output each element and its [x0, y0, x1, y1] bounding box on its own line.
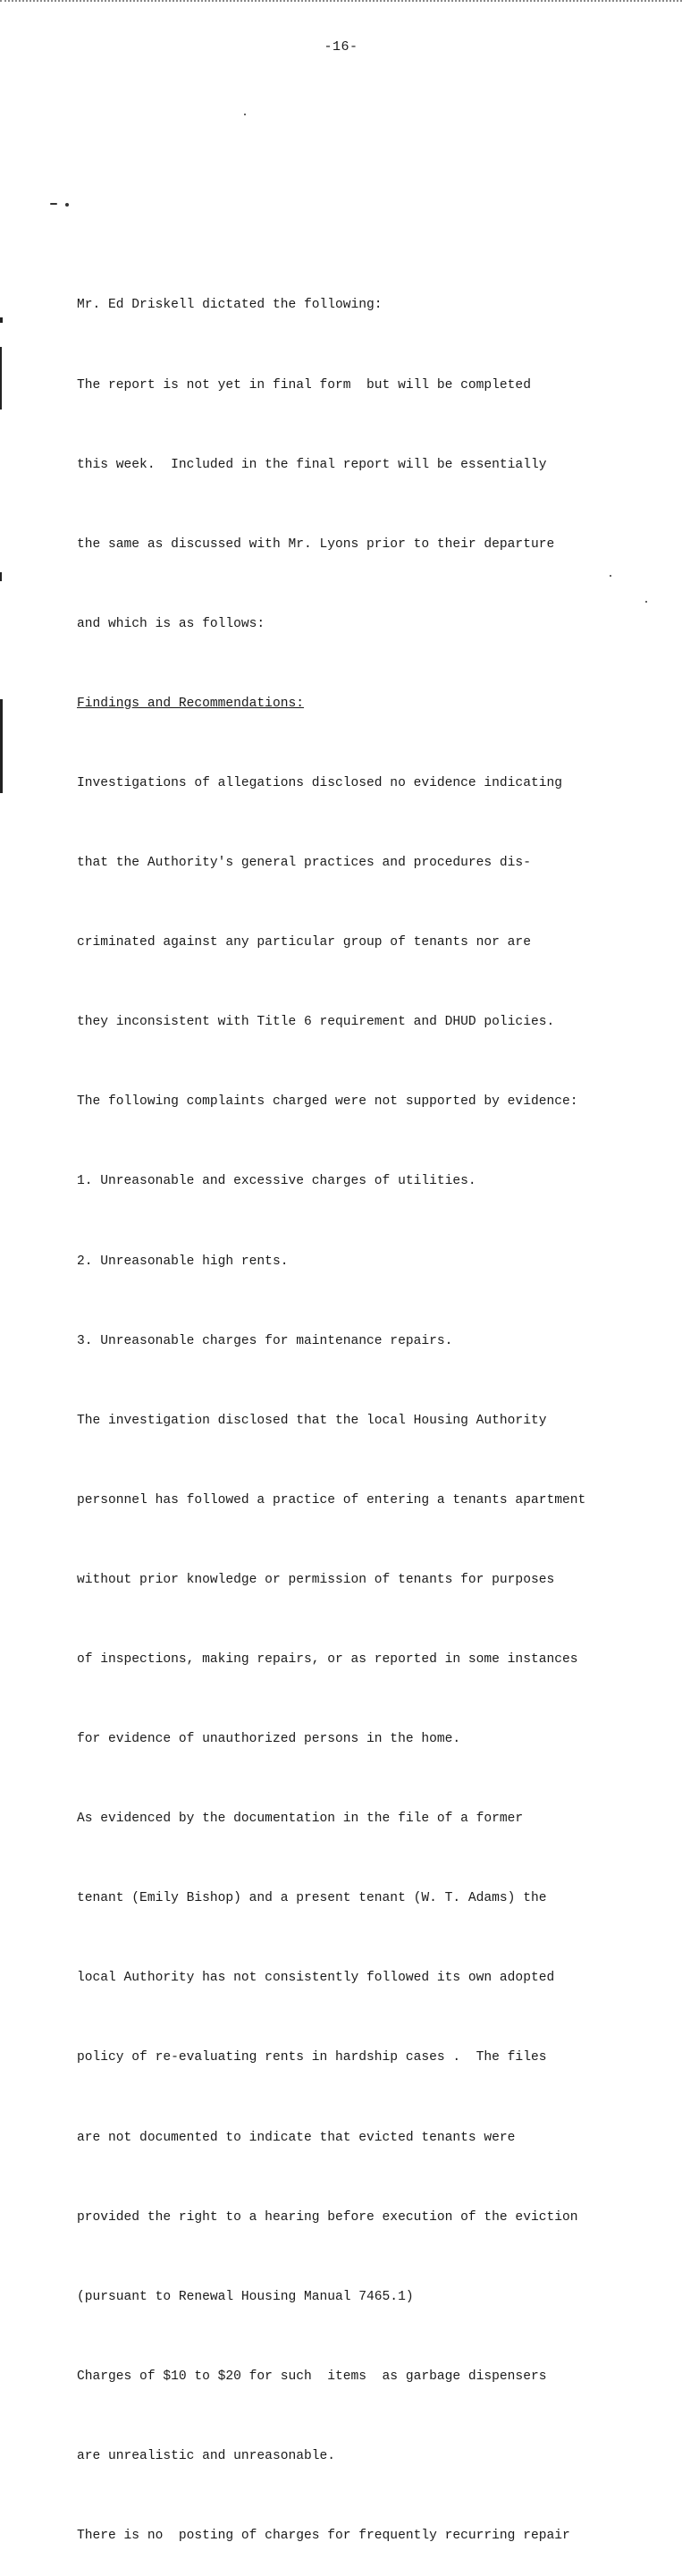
text-line: the same as discussed with Mr. Lyons prior to their departure	[77, 536, 555, 552]
text-line: for evidence of unauthorized persons in the home.	[77, 1732, 461, 1747]
scan-margin-mark	[0, 347, 2, 410]
scan-speck	[244, 114, 246, 115]
text-line: The following complaints charged were not supported by evidence:	[77, 1094, 578, 1110]
scan-speck	[50, 203, 57, 205]
text-line: policy of re-evaluating rents in hardship cases . The files	[77, 2050, 547, 2065]
text-line: As evidenced by the documentation in the file of a former	[77, 1812, 524, 1827]
text-line: The investigation disclosed that the local Housing Authority	[77, 1413, 547, 1428]
text-line: Investigations of allegations disclosed no evidence indicating	[77, 775, 562, 790]
scan-margin-mark	[0, 317, 3, 323]
text-line: (pursuant to Renewal Housing Manual 7465.1)	[77, 2289, 414, 2304]
list-item: 2. Unreasonable high rents.	[77, 1254, 289, 1269]
text-line: of inspections, making repairs, or as reported in some instances	[77, 1652, 578, 1667]
text-line: are unrealistic and unreasonable.	[77, 2448, 336, 2463]
page-number: -16-	[324, 39, 358, 55]
list-item: 3. Unreasonable charges for maintenance repairs.	[77, 1333, 453, 1348]
typed-body-text	[77, 240, 613, 2576]
text-line: The report is not yet in final form but will be completed	[77, 377, 531, 393]
text-line: There is no posting of charges for frequently recurring repair	[77, 2529, 570, 2544]
text-line: and which is as follows:	[77, 616, 265, 631]
scan-speck	[65, 203, 69, 207]
text-line: Charges of $10 to $20 for such items as garbage dispensers	[77, 2369, 547, 2384]
section-heading: Findings and Recommendations:	[77, 696, 304, 711]
text-line: this week. Included in the final report will be essentially	[77, 457, 547, 472]
scan-margin-mark	[0, 699, 3, 793]
text-line: local Authority has not consistently followed its own adopted	[77, 1971, 555, 1986]
text-line: provided the right to a hearing before execution of the eviction	[77, 2209, 578, 2225]
text-line: personnel has followed a practice of entering a tenants apartment	[77, 1492, 586, 1508]
text-line: tenant (Emily Bishop) and a present tenant (W. T. Adams) the	[77, 1891, 547, 1906]
text-line: are not documented to indicate that evicted tenants were	[77, 2130, 516, 2145]
list-item: 1. Unreasonable and excessive charges of utilities.	[77, 1174, 476, 1189]
scan-speck	[645, 601, 647, 603]
text-line: without prior knowledge or permission of tenants for purposes	[77, 1572, 555, 1587]
text-line: criminated against any particular group of tenants nor are	[77, 935, 531, 950]
text-line: that the Authority's general practices and procedures dis-	[77, 856, 531, 871]
text-line: they inconsistent with Title 6 requirement and DHUD policies.	[77, 1015, 555, 1030]
scan-margin-mark	[0, 572, 2, 581]
page-top-edge	[0, 0, 682, 7]
text-line: Mr. Ed Driskell dictated the following:	[77, 298, 383, 313]
